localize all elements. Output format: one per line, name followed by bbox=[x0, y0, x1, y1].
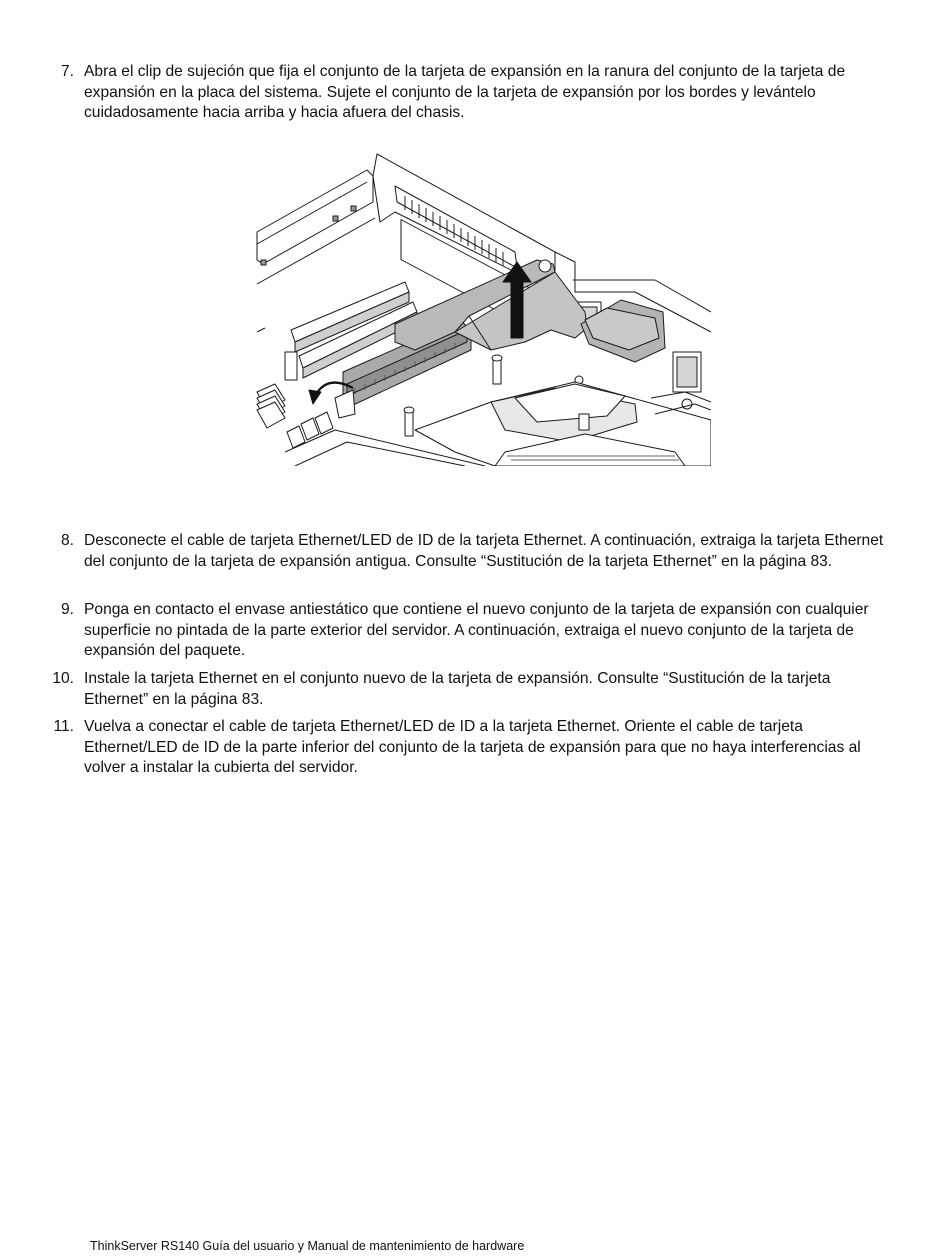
page-footer: ThinkServer RS140 Guía del usuario y Manual de mantenimiento de hardware bbox=[90, 1239, 525, 1253]
step-number: 8. bbox=[60, 532, 74, 549]
step-10 bbox=[52, 669, 894, 710]
step-text: Desconecte el cable de tarjeta Ethernet/LED de ID de la tarjeta Ethernet. A continuación, extraiga la tarjeta Ethernet del conjunto de la tarjeta de expansión antigua. Consulte “Sustitución de la tarjeta Ethernet” en la página 83. bbox=[84, 532, 884, 570]
step-number: 10. bbox=[52, 670, 74, 687]
step-text: Vuelva a conectar el cable de tarjeta Ethernet/LED de ID a la tarjeta Ethernet. Oriente el cable de tarjeta Ethernet/LED de ID de la parte inferior del conjunto de la tarjeta de expansión para que no haya interferencias al volver a instalar la cubierta del servidor. bbox=[84, 718, 861, 776]
step-number: 7. bbox=[60, 63, 74, 80]
step-number: 9. bbox=[60, 601, 74, 618]
step-8 bbox=[60, 531, 894, 572]
riser-card-assembly-illustration bbox=[255, 152, 711, 466]
step-text: Abra el clip de sujeción que fija el conjunto de la tarjeta de expansión en la ranura del conjunto de la tarjeta de expansión en la placa del sistema. Sujete el conjunto de la tarjeta de expansión por los bordes y levántelo cuidadosamente hacia arriba y hacia afuera del chasis. bbox=[84, 63, 846, 121]
step-9 bbox=[60, 600, 894, 662]
step-text: Instale la tarjeta Ethernet en el conjunto nuevo de la tarjeta de expansión. Consulte “Sustitución de la tarjeta Ethernet” en la página 83. bbox=[84, 670, 831, 708]
step-11 bbox=[53, 717, 894, 779]
step-7 bbox=[60, 62, 894, 124]
step-text: Ponga en contacto el envase antiestático que contiene el nuevo conjunto de la tarjeta de expansión con cualquier superficie no pintada de la parte exterior del servidor. A continuación, extraiga el nuevo conjunto de la tarjeta de expansión del paquete. bbox=[84, 601, 869, 659]
step-number: 11. bbox=[53, 718, 74, 735]
